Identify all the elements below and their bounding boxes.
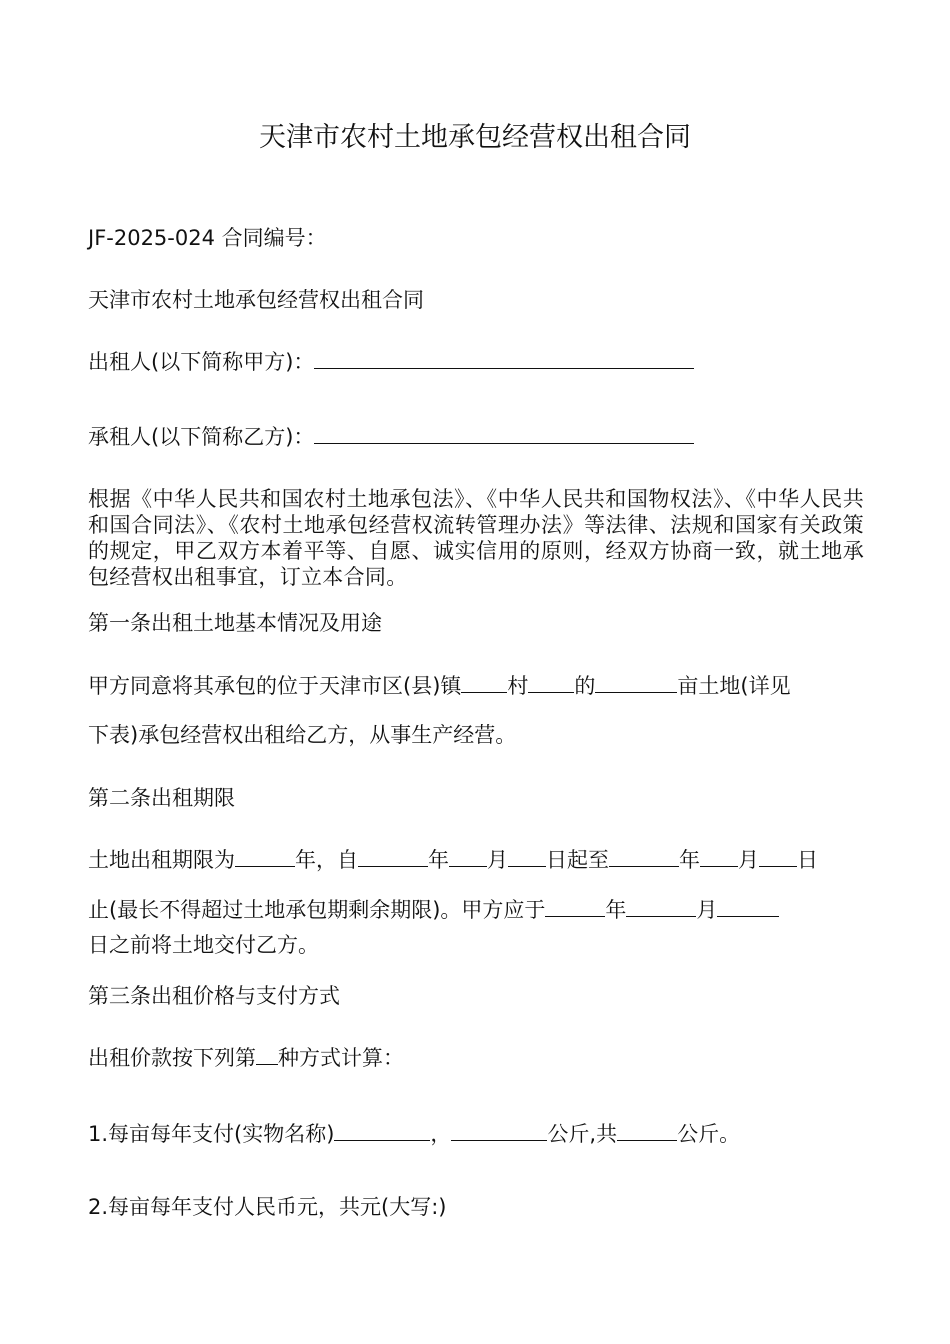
option1-text-c: 公斤,共 (547, 1122, 618, 1146)
delivery-day-blank[interactable] (717, 896, 779, 917)
start-year-blank[interactable] (358, 846, 428, 867)
preamble-paragraph: 根据《中华人民共和国农村土地承包法》、《中华人民共和国物权法》、《中华人民共和国合同法》、《农村土地承包经营权流转管理办法》等法律、法规和国家有关政策的规定，甲乙双方本着平等、自愿、诚实信用的原则，经双方协商一致，就土地承包经营权出租事宜，订立本合同。 (88, 487, 864, 589)
lessor-line (88, 348, 864, 375)
start-month-blank[interactable] (449, 846, 487, 867)
article1-text-b: 村 (507, 674, 529, 698)
area-blank[interactable] (595, 672, 677, 693)
term-text-g: 月 (738, 848, 759, 872)
end-day-blank[interactable] (759, 846, 797, 867)
method-text-b: 种方式计算： (278, 1046, 404, 1070)
lessee-name-blank[interactable] (314, 423, 694, 444)
term-years-blank[interactable] (235, 846, 295, 867)
term-text-a: 土地出租期限为 (88, 848, 235, 872)
method-number-blank[interactable] (256, 1044, 278, 1065)
village-blank[interactable] (528, 672, 574, 693)
term-text-c: 年 (428, 848, 449, 872)
lessor-name-blank[interactable] (314, 348, 694, 369)
town-blank[interactable] (461, 672, 507, 693)
article1-text-d: 亩土地(详见 (677, 674, 791, 698)
delivery-month-blank[interactable] (626, 896, 696, 917)
goods-name-blank[interactable] (334, 1120, 430, 1141)
article2-heading: 第二条出租期限 (88, 786, 235, 810)
article1-line2: 下表)承包经营权出租给乙方，从事生产经营。 (88, 723, 517, 747)
article2-line3: 日之前将土地交付乙方。 (88, 933, 319, 957)
end-month-blank[interactable] (700, 846, 738, 867)
article3-option2: 2.每亩每年支付人民币元，共元(大写:) (88, 1195, 447, 1219)
lessee-label: 承租人(以下简称乙方)： (88, 425, 315, 449)
document-title: 天津市农村土地承包经营权出租合同 (259, 122, 691, 153)
term-text-f: 年 (679, 848, 700, 872)
delivery-text-c: 月 (696, 898, 718, 922)
delivery-text-b: 年 (605, 898, 627, 922)
lessor-label: 出租人(以下简称甲方)： (88, 350, 315, 374)
delivery-year-blank[interactable] (545, 896, 605, 917)
term-text-h: 日 (797, 848, 818, 872)
article1-heading: 第一条出租土地基本情况及用途 (88, 611, 382, 635)
article2-line1 (88, 846, 864, 873)
contract-number-line: JF-2025-024 合同编号： (88, 226, 327, 250)
term-text-b: 年，自 (295, 848, 358, 872)
start-day-blank[interactable] (508, 846, 546, 867)
method-text-a: 出租价款按下列第 (88, 1046, 256, 1070)
article2-line2 (88, 896, 864, 923)
article3-method-line (88, 1044, 864, 1071)
option1-text-d: 公斤。 (677, 1122, 741, 1146)
article1-text-a: 甲方同意将其承包的位于天津市区(县)镇 (88, 674, 462, 698)
article3-heading: 第三条出租价格与支付方式 (88, 984, 340, 1008)
article3-option1 (88, 1120, 864, 1147)
contract-subtitle: 天津市农村土地承包经营权出租合同 (88, 288, 424, 312)
article1-text-c: 的 (574, 674, 596, 698)
article1-line1 (88, 672, 864, 699)
option1-text-a: 1.每亩每年支付(实物名称) (88, 1122, 335, 1146)
goods-total-blank[interactable] (617, 1120, 677, 1141)
term-text-d: 月 (487, 848, 508, 872)
delivery-text-a: 止(最长不得超过土地承包期剩余期限)。甲方应于 (88, 898, 546, 922)
term-text-e: 日起至 (546, 848, 609, 872)
option1-text-b: ， (430, 1122, 452, 1146)
end-year-blank[interactable] (609, 846, 679, 867)
lessee-line (88, 423, 864, 450)
goods-quantity-blank[interactable] (451, 1120, 547, 1141)
